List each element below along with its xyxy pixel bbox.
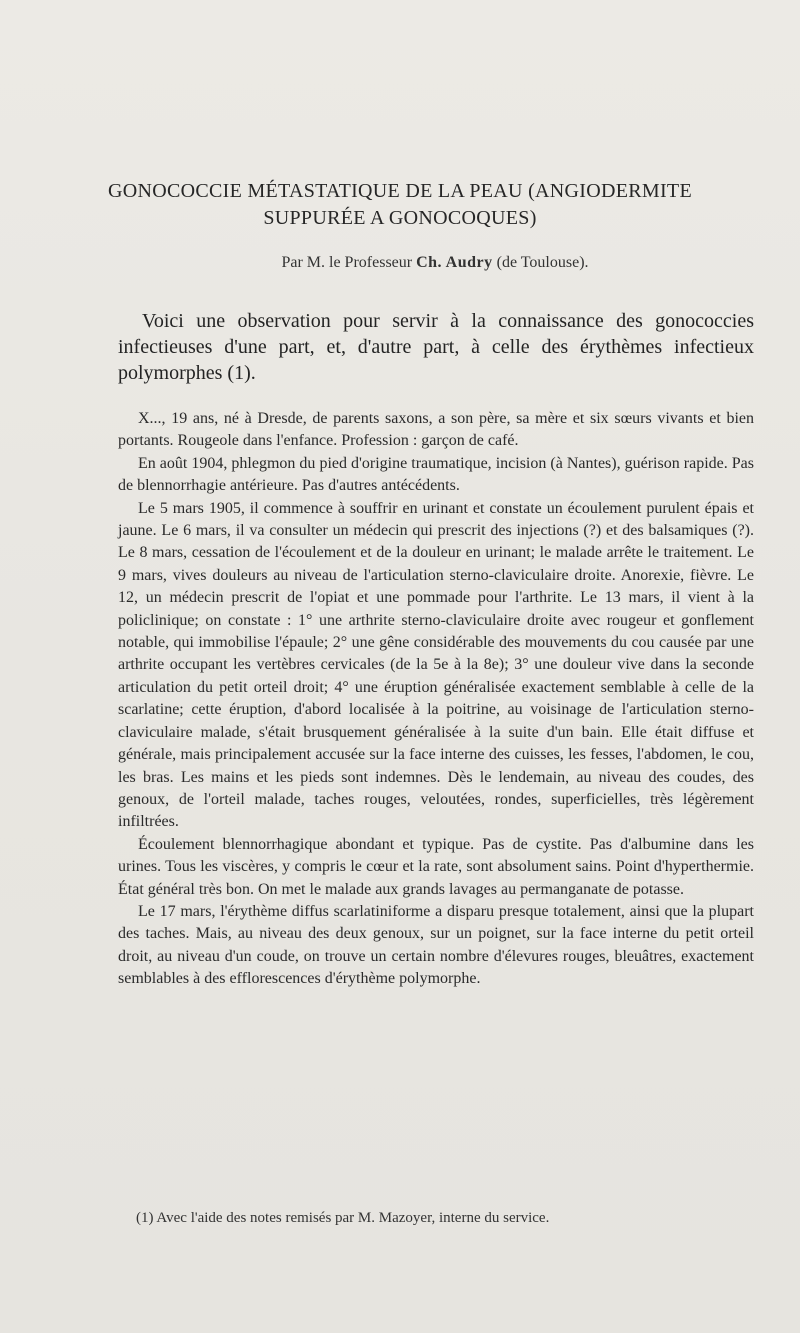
article-body [118,408,754,991]
title-line-2: SUPPURÉE A GONOCOQUES) [263,207,537,229]
paragraph-exam: Écoulement blennorrhagique abondant et typique. Pas de cystite. Pas d'albumine dans les urines. Tous les viscères, y compris le cœur et la rate, sont absolument sains. Point d'hyperthermie. État général très bon. On met le malade aux grands lavages au permanganate de potasse. [118,835,754,898]
paragraph-evolution: Le 17 mars, l'érythème diffus scarlatiniforme a disparu presque totalement, ainsi que la plupart des taches. Mais, au niveau des deux genoux, sur un poignet, sur la face interne du petit orteil droit, au niveau d'un coude, on trouve un certain nombre d'élevures rouges, bleuâtres, exactement semblables à des efflorescences d'érythème polymorphe. [118,902,754,988]
byline-suffix: (de Toulouse). [496,254,589,271]
author-name: Ch. Audry [416,254,493,271]
footnote: (1) Avec l'aide des notes remisés par M. Mazoyer, interne du service. [136,1210,550,1226]
byline-prefix: Par M. le Professeur [281,254,413,271]
title-line-1: GONOCOCCIE MÉTASTATIQUE DE LA PEAU (ANGIODERMITE [108,180,692,202]
article-title [100,178,700,232]
paragraph-course: Le 5 mars 1905, il commence à souffrir en urinant et constate un écoulement purulent épais et jaune. Le 6 mars, il va consulter un médecin qui prescrit des injections (?) et des balsamiques (?). Le 8 mars, cessation de l'écoulement et de la douleur en urinant; le malade arrête le traitement. Le 9 mars, vives douleurs au niveau de l'articulation sterno-claviculaire droite. Anorexie, fièvre. Le 12, un médecin prescrit de l'opiat et une pommade pour l'arthrite. Le 13 mars, il vient à la policlinique; on constate : 1° une arthrite sterno-claviculaire droite avec rougeur et gonflement notable, qui immobilise l'épaule; 2° une gêne considérable des mouvements du cou causée par une arthrite occupant les vertèbres cervicales (de la 5e à la 8e); 3° une douleur vive dans la seconde articulation du petit orteil droit; 4° une éruption généralisée exactement semblable à celle de la scarlatine; cette éruption, d'abord localisée à la poitrine, au voisinage de l'articulation sterno-claviculaire malade, s'était brusquement généralisée à la suite d'un bain. Elle était diffuse et générale, mais principalement accusée sur la face interne des cuisses, les fesses, l'abdomen, le cou, les bras. Les mains et les pieds sont indemnes. Dès le lendemain, au niveau des coudes, des genoux, de l'orteil malade, taches rouges, veloutées, rondes, superficielles, très légèrement infiltrées. [118,499,754,831]
byline [100,254,770,272]
paragraph-history: En août 1904, phlegmon du pied d'origine traumatique, incision (à Nantes), guérison rapide. Pas de blennorrhagie antérieure. Pas d'autres antécédents. [118,454,754,495]
paragraph-patient: X..., 19 ans, né à Dresde, de parents saxons, a son père, sa mère et six sœurs vivants et bien portants. Rougeole dans l'enfance. Profession : garçon de café. [118,410,754,450]
intro-paragraph: Voici une observation pour servir à la connaissance des gonococcies infectieuses d'une part, et, d'autre part, à celle des érythèmes infectieux polymorphes (1). [118,310,754,384]
